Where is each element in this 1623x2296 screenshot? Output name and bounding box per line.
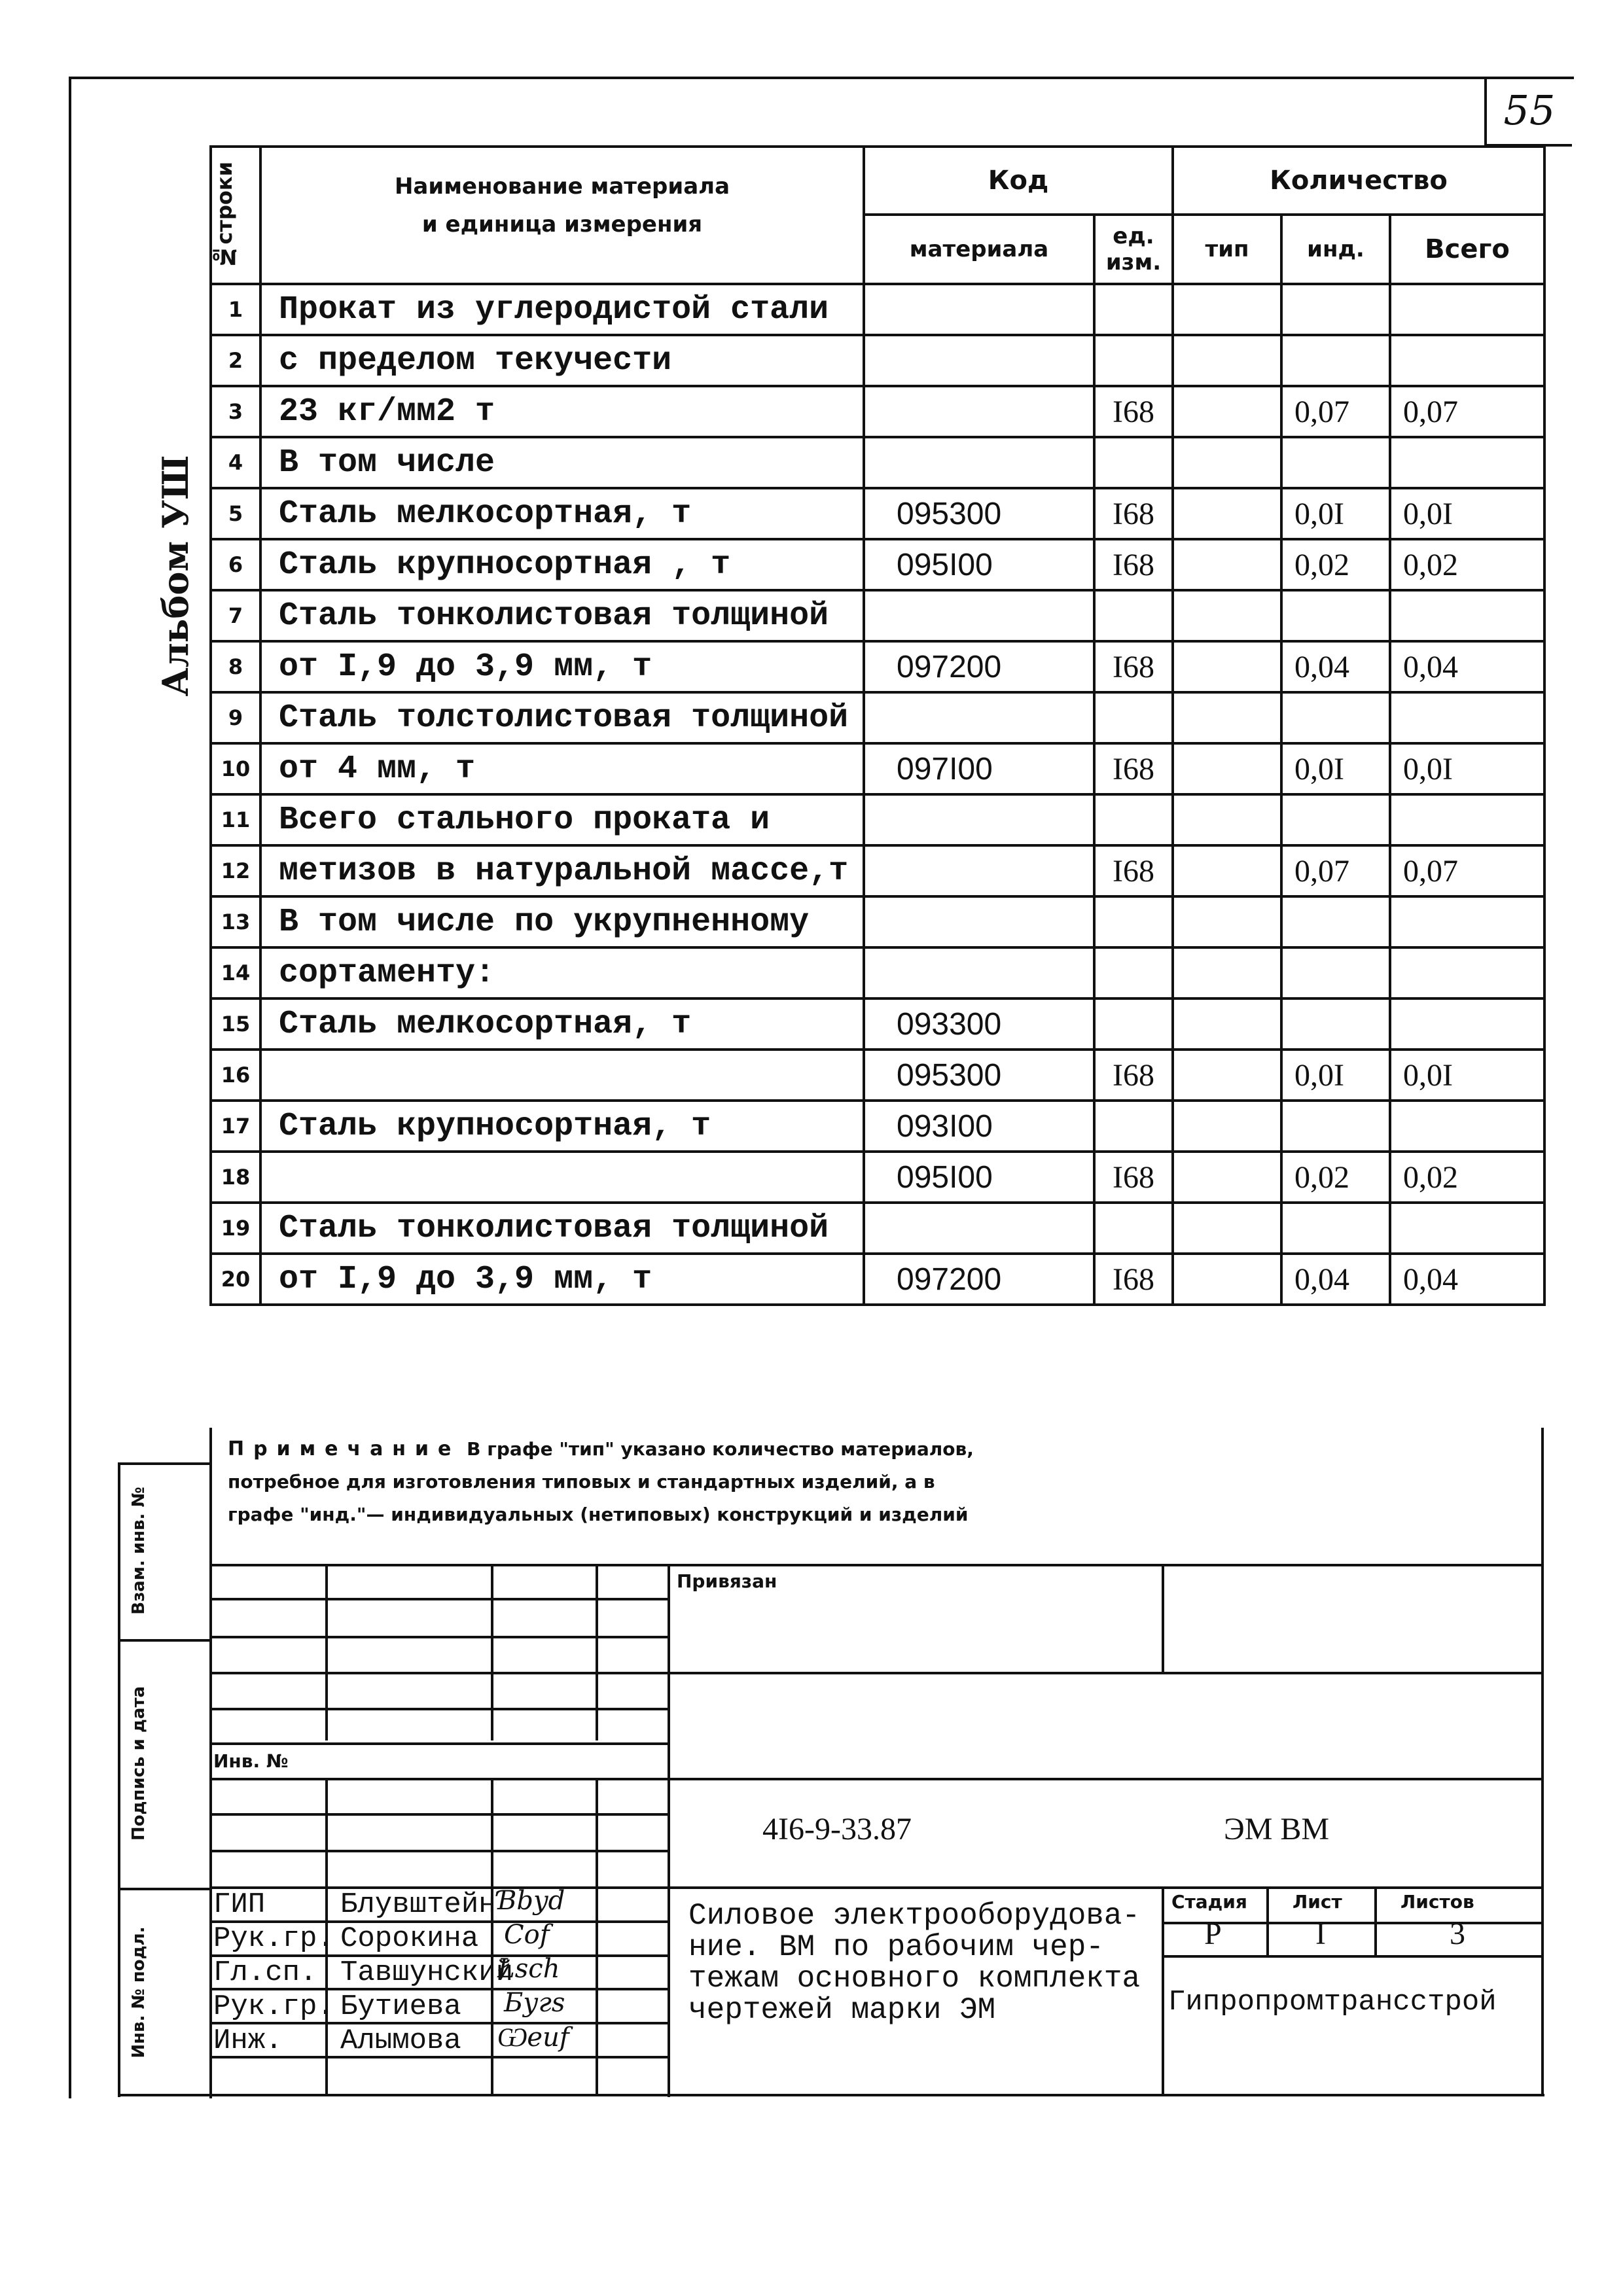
material-name: В том числе по укрупненному (260, 896, 864, 947)
signer-role: Инж. (213, 2024, 283, 2057)
unit-code (1094, 947, 1173, 998)
qty-individual: 0,04 (1281, 641, 1390, 692)
signature-mark: Ѡeuf (497, 2022, 569, 2053)
material-name (260, 1050, 864, 1101)
row-number: 14 (211, 947, 260, 998)
qty-individual (1281, 1101, 1390, 1152)
signer-role: ГИП (213, 1888, 266, 1921)
row-number: 19 (211, 1203, 260, 1254)
qty-individual (1281, 692, 1390, 743)
qty-total: 0,0I (1390, 743, 1544, 794)
row-number: 12 (211, 845, 260, 896)
qty-type (1173, 1101, 1281, 1152)
material-name: Прокат из углеродистой стали (260, 284, 864, 335)
qty-individual: 0,02 (1281, 1152, 1390, 1203)
table-row (211, 437, 1544, 488)
row-number: 16 (211, 1050, 260, 1101)
unit-code: I68 (1094, 743, 1173, 794)
signer-role: Рук.гр. (213, 1990, 334, 2023)
header-individual: инд. (1281, 215, 1390, 284)
header-row-no: №строки (211, 147, 260, 284)
table-row (211, 896, 1544, 947)
qty-individual: 0,04 (1281, 1254, 1390, 1305)
qty-total (1390, 284, 1544, 335)
material-code (864, 284, 1094, 335)
material-code: 097200 (864, 1254, 1094, 1305)
table-row (211, 284, 1544, 335)
unit-code (1094, 590, 1173, 641)
side-label-vzam: Взам. инв. № (129, 1487, 149, 1615)
material-code: 097200 (864, 641, 1094, 692)
material-name: Сталь тонколистовая толщиной (260, 590, 864, 641)
qty-type (1173, 845, 1281, 896)
header-quantity: Количество (1173, 147, 1544, 215)
unit-code: I68 (1094, 641, 1173, 692)
header-unit: ед. изм. (1094, 215, 1173, 284)
material-code (864, 794, 1094, 845)
qty-type (1173, 692, 1281, 743)
qty-total (1390, 947, 1544, 998)
unit-code (1094, 896, 1173, 947)
row-number: 8 (211, 641, 260, 692)
unit-code: I68 (1094, 845, 1173, 896)
row-number: 17 (211, 1101, 260, 1152)
doc-title-line: ние. ВМ по рабочим чер- (688, 1930, 1104, 1964)
unit-code: I68 (1094, 488, 1173, 539)
material-name: Сталь крупносортная , т (260, 539, 864, 590)
qty-total (1390, 335, 1544, 386)
material-code (864, 845, 1094, 896)
attached-label: Привязан (677, 1570, 777, 1592)
material-code (864, 437, 1094, 488)
table-row (211, 1254, 1544, 1305)
row-number: 3 (211, 386, 260, 437)
unit-code (1094, 1101, 1173, 1152)
material-name: Сталь толстолистовая толщиной (260, 692, 864, 743)
signer-name: Алымова (340, 2024, 461, 2057)
table-row (211, 845, 1544, 896)
qty-type (1173, 743, 1281, 794)
signature-mark: Бугs (504, 1988, 565, 2018)
row-number: 11 (211, 794, 260, 845)
signer-role: Гл.сп. (213, 1956, 317, 1989)
qty-individual (1281, 590, 1390, 641)
qty-individual (1281, 284, 1390, 335)
unit-code: I68 (1094, 1152, 1173, 1203)
materials-table (209, 145, 1546, 1306)
material-code: 095I00 (864, 539, 1094, 590)
qty-type (1173, 896, 1281, 947)
qty-total (1390, 590, 1544, 641)
row-number: 15 (211, 998, 260, 1050)
qty-type (1173, 437, 1281, 488)
organization: Гипропромтрансстрой (1168, 1986, 1497, 2019)
qty-total (1390, 692, 1544, 743)
material-code (864, 896, 1094, 947)
qty-individual: 0,0I (1281, 488, 1390, 539)
header-type: тип (1173, 215, 1281, 284)
qty-type (1173, 1152, 1281, 1203)
unit-code (1094, 1203, 1173, 1254)
row-number: 7 (211, 590, 260, 641)
material-name: 23 кг/мм2 т (260, 386, 864, 437)
table-row (211, 1050, 1544, 1101)
qty-total: 0,07 (1390, 386, 1544, 437)
material-name: Сталь крупносортная, т (260, 1101, 864, 1152)
signature-mark: Ɓbyd (497, 1886, 565, 1916)
signer-name: Блувштейн (340, 1888, 496, 1921)
qty-total (1390, 998, 1544, 1050)
qty-individual (1281, 947, 1390, 998)
qty-individual: 0,02 (1281, 539, 1390, 590)
unit-code (1094, 692, 1173, 743)
row-number: 10 (211, 743, 260, 794)
qty-type (1173, 590, 1281, 641)
header-total: Всего (1390, 215, 1544, 284)
signer-name: Сорокина (340, 1922, 479, 1955)
qty-type (1173, 998, 1281, 1050)
header-code: Код (864, 147, 1173, 215)
side-label-inv-orig: Инв. № подл. (129, 1926, 149, 2058)
unit-code: I68 (1094, 539, 1173, 590)
material-name (260, 1152, 864, 1203)
qty-type (1173, 284, 1281, 335)
qty-individual (1281, 335, 1390, 386)
material-code (864, 590, 1094, 641)
table-row (211, 998, 1544, 1050)
qty-type (1173, 1203, 1281, 1254)
qty-type (1173, 1050, 1281, 1101)
qty-total: 0,04 (1390, 1254, 1544, 1305)
material-code (864, 692, 1094, 743)
qty-individual (1281, 1203, 1390, 1254)
row-number: 13 (211, 896, 260, 947)
qty-type (1173, 641, 1281, 692)
side-label-sign-date: Подпись и дата (129, 1686, 149, 1841)
signer-name: Тавшунский (340, 1956, 514, 1989)
inv-no-label: Инв. № (213, 1750, 289, 1772)
qty-total: 0,02 (1390, 1152, 1544, 1203)
material-name: В том числе (260, 437, 864, 488)
doc-title-line: Силовое электрооборудова- (688, 1899, 1141, 1933)
material-name: сортаменту: (260, 947, 864, 998)
material-name: с пределом текучести (260, 335, 864, 386)
qty-type (1173, 386, 1281, 437)
doc-title-line: чертежей марки ЭМ (688, 1993, 996, 2027)
qty-type (1173, 539, 1281, 590)
row-number: 6 (211, 539, 260, 590)
material-name: от I,9 до 3,9 мм, т (260, 641, 864, 692)
material-name: от 4 мм, т (260, 743, 864, 794)
qty-individual: 0,07 (1281, 845, 1390, 896)
sheets-value: 3 (1450, 1916, 1465, 1951)
material-code: 095I00 (864, 1152, 1094, 1203)
qty-total: 0,04 (1390, 641, 1544, 692)
table-row (211, 692, 1544, 743)
sheet-label: Лист (1293, 1891, 1342, 1913)
unit-code (1094, 794, 1173, 845)
qty-total (1390, 1203, 1544, 1254)
table-row (211, 539, 1544, 590)
material-name: от I,9 до 3,9 мм, т (260, 1254, 864, 1305)
material-code: 093300 (864, 998, 1094, 1050)
doc-mark: ЭМ ВМ (1224, 1812, 1330, 1846)
table-row (211, 641, 1544, 692)
qty-total: 0,0I (1390, 488, 1544, 539)
row-number: 18 (211, 1152, 260, 1203)
signature-mark: Łsch (497, 1954, 560, 1984)
table-row (211, 1101, 1544, 1152)
qty-type (1173, 794, 1281, 845)
qty-total: 0,07 (1390, 845, 1544, 896)
note (228, 1433, 980, 1531)
row-number: 5 (211, 488, 260, 539)
unit-code: I68 (1094, 386, 1173, 437)
table-row (211, 947, 1544, 998)
material-code: 095300 (864, 488, 1094, 539)
material-code (864, 335, 1094, 386)
signer-name: Бутиева (340, 1990, 461, 2023)
row-number: 4 (211, 437, 260, 488)
note-text: В графе "тип" указано количество материалов, потребное для изготовления типовых и стандартных изделий, а в графе "инд."— индивидуальных (нетиповых) конструкций и изделий (228, 1438, 974, 1525)
table-row (211, 1152, 1544, 1203)
qty-type (1173, 947, 1281, 998)
material-name: Сталь тонколистовая толщиной (260, 1203, 864, 1254)
qty-type (1173, 335, 1281, 386)
table-row (211, 794, 1544, 845)
material-code: 097I00 (864, 743, 1094, 794)
material-code: 095300 (864, 1050, 1094, 1101)
sheet-value: I (1315, 1916, 1326, 1951)
material-code (864, 1203, 1094, 1254)
sheets-label: Листов (1400, 1891, 1474, 1913)
note-label: Примечание (228, 1438, 461, 1460)
table-row (211, 488, 1544, 539)
page-number: 55 (1484, 79, 1572, 147)
stage-label: Стадия (1171, 1891, 1247, 1913)
table-row (211, 1203, 1544, 1254)
doc-code: 4I6-9-33.87 (762, 1812, 912, 1846)
qty-individual (1281, 437, 1390, 488)
unit-code: I68 (1094, 1050, 1173, 1101)
material-name: Сталь мелкосортная, т (260, 488, 864, 539)
header-name: Наименование материала и единица измерения (260, 147, 864, 284)
unit-code (1094, 998, 1173, 1050)
signature-mark: Cof (504, 1920, 550, 1950)
qty-total (1390, 1101, 1544, 1152)
qty-type (1173, 488, 1281, 539)
qty-total: 0,0I (1390, 1050, 1544, 1101)
signer-role: Рук.гр. (213, 1922, 334, 1955)
qty-individual (1281, 794, 1390, 845)
unit-code (1094, 335, 1173, 386)
unit-code (1094, 284, 1173, 335)
row-number: 1 (211, 284, 260, 335)
material-name: Сталь мелкосортная, т (260, 998, 864, 1050)
qty-individual: 0,0I (1281, 743, 1390, 794)
album-label: Альбом УШ (154, 455, 196, 697)
material-code (864, 386, 1094, 437)
table-row (211, 590, 1544, 641)
unit-code: I68 (1094, 1254, 1173, 1305)
table-row (211, 743, 1544, 794)
row-number: 20 (211, 1254, 260, 1305)
material-code: 093I00 (864, 1101, 1094, 1152)
doc-title-line: тежам основного комплекта (688, 1962, 1141, 1996)
material-code (864, 947, 1094, 998)
unit-code (1094, 437, 1173, 488)
qty-individual: 0,0I (1281, 1050, 1390, 1101)
qty-individual: 0,07 (1281, 386, 1390, 437)
qty-individual (1281, 896, 1390, 947)
table-row (211, 386, 1544, 437)
stage-value: Р (1204, 1916, 1222, 1951)
qty-type (1173, 1254, 1281, 1305)
qty-total (1390, 437, 1544, 488)
table-row (211, 335, 1544, 386)
row-number: 2 (211, 335, 260, 386)
row-number: 9 (211, 692, 260, 743)
qty-individual (1281, 998, 1390, 1050)
qty-total (1390, 896, 1544, 947)
header-material: материала (864, 215, 1094, 284)
qty-total: 0,02 (1390, 539, 1544, 590)
qty-total (1390, 794, 1544, 845)
material-name: Всего стального проката и (260, 794, 864, 845)
material-name: метизов в натуральной массе,т (260, 845, 864, 896)
